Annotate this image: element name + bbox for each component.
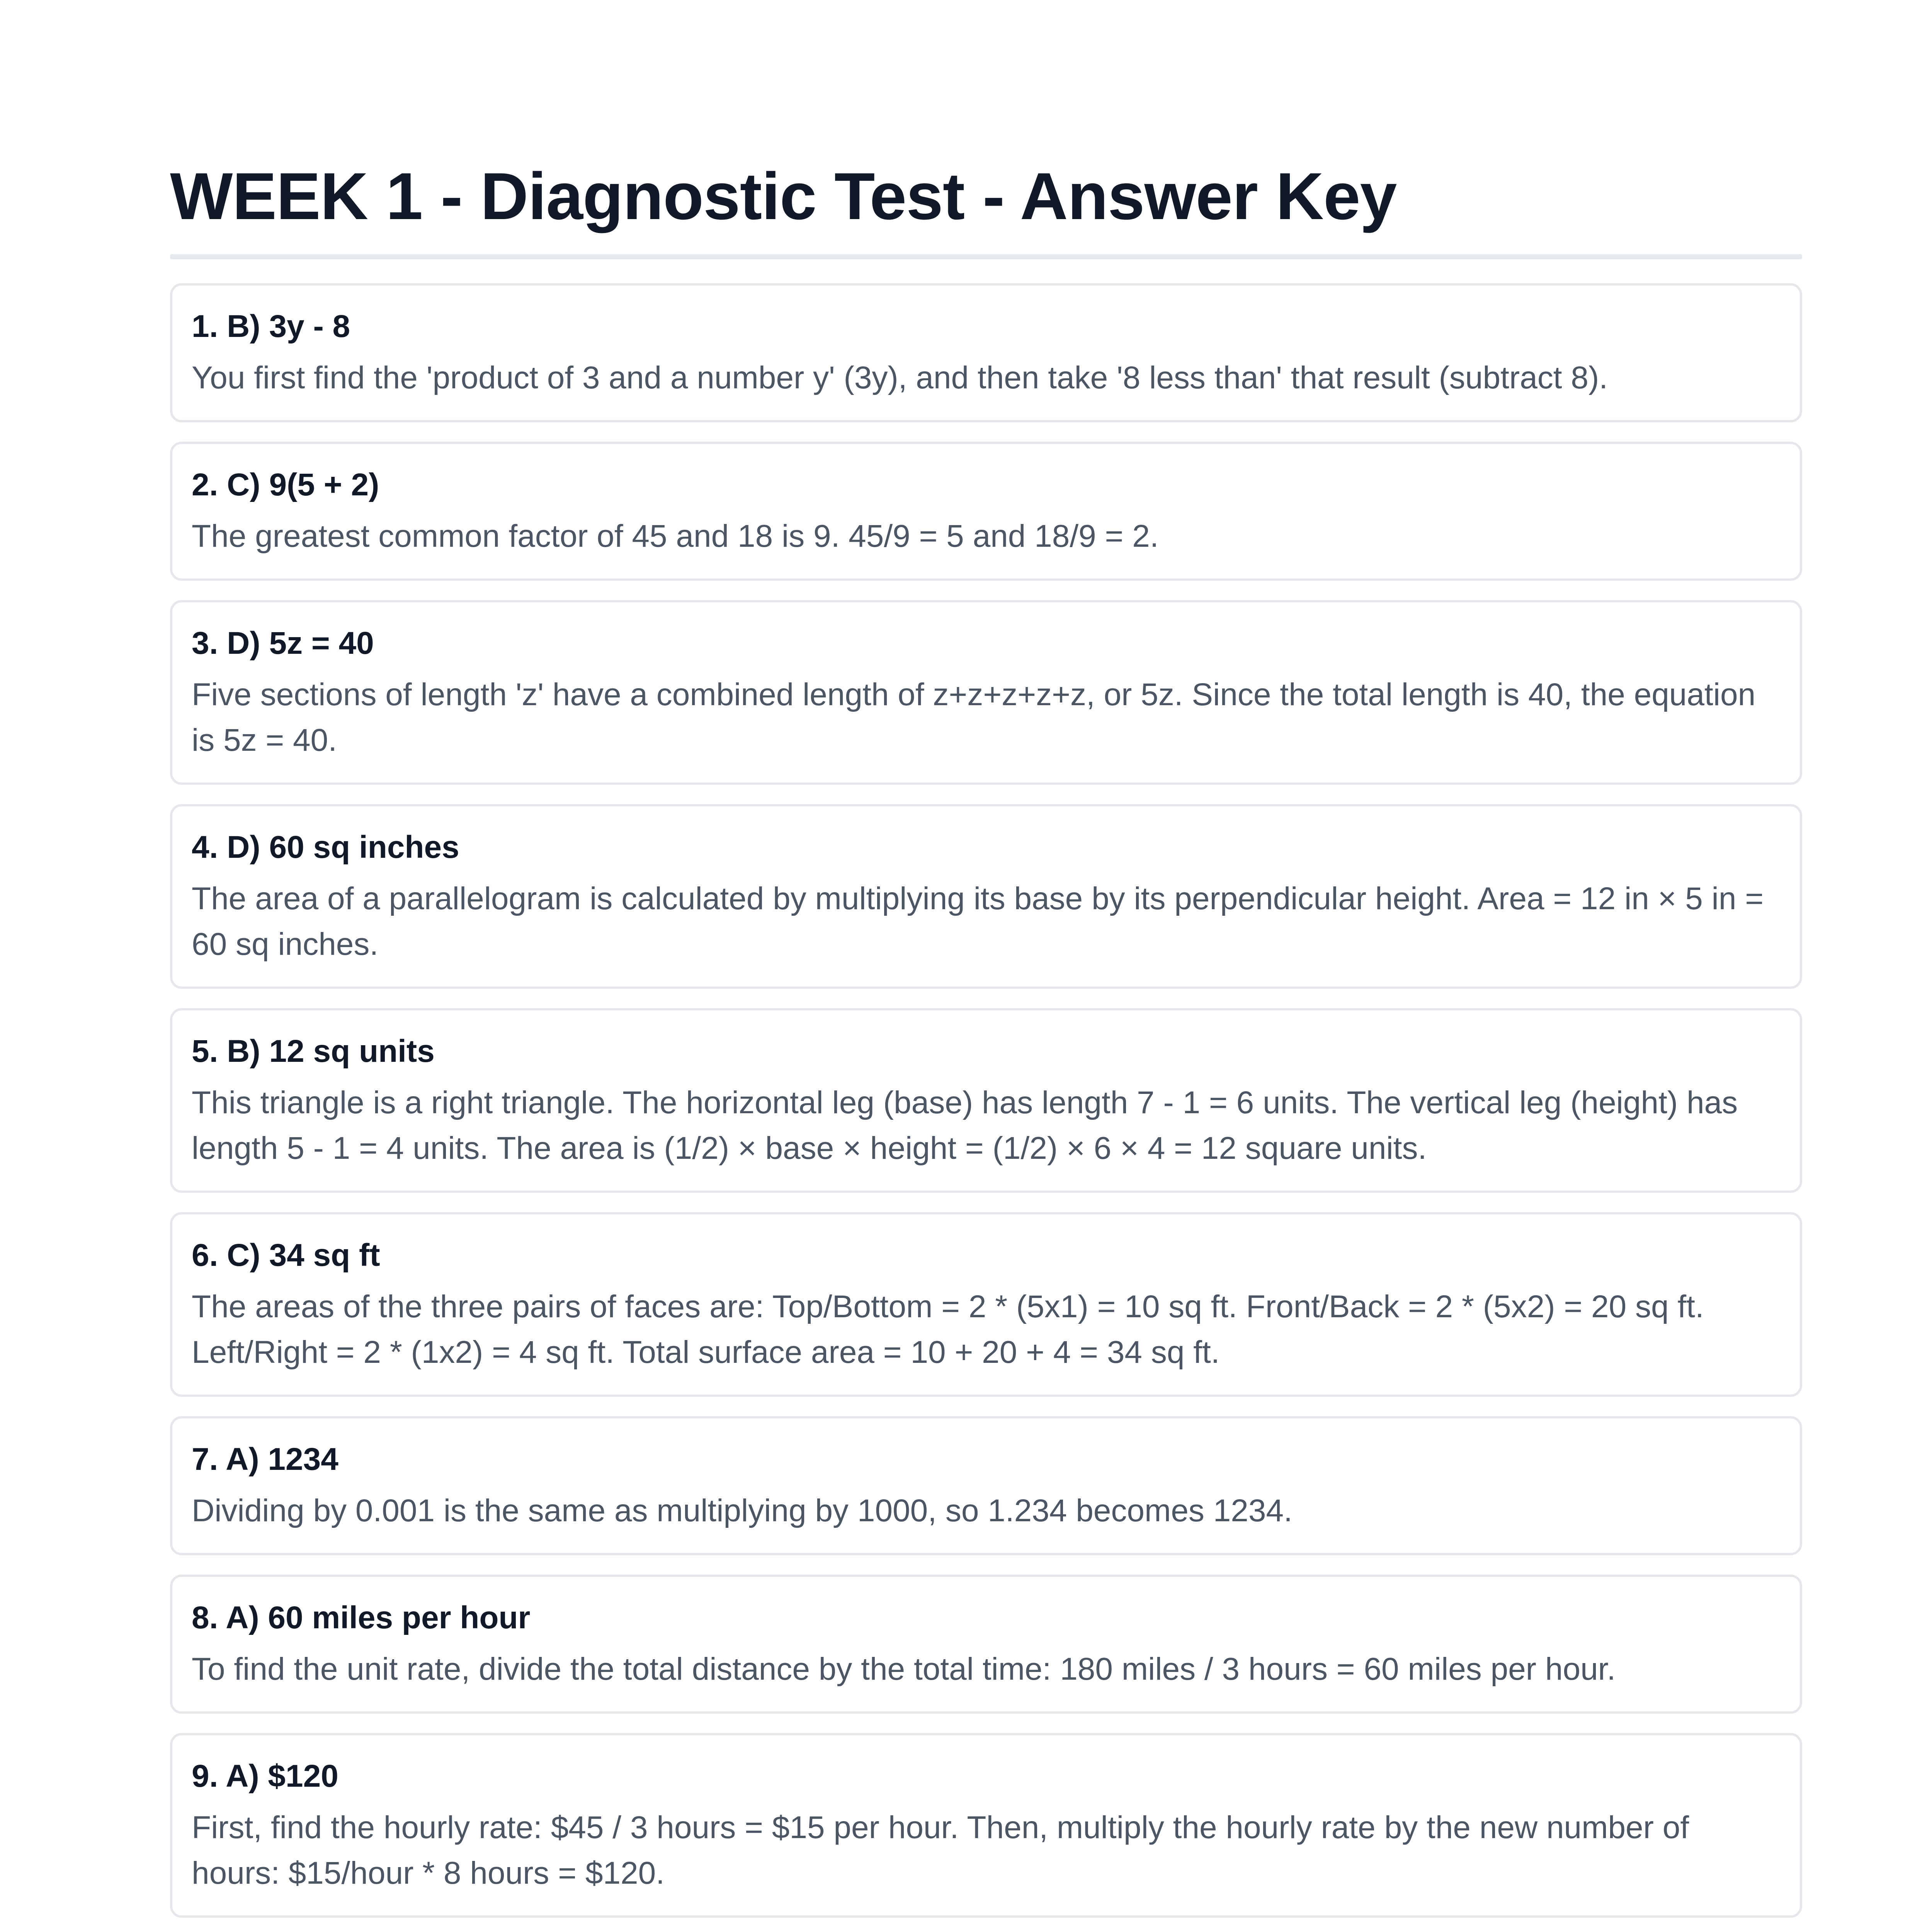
answer-heading: 3. D) 5z = 40 bbox=[192, 626, 374, 661]
answer-key-page bbox=[170, 0, 1802, 1932]
answer-heading: 4. D) 60 sq inches bbox=[192, 830, 459, 865]
answer-heading: 5. B) 12 sq units bbox=[192, 1034, 435, 1069]
answer-explanation: The area of a parallelogram is calculated by multiplying its base by its perpendicular height. Area = 12 in × 5 in = 60 sq inches. bbox=[192, 881, 1764, 962]
page-title: WEEK 1 - Diagnostic Test - Answer Key bbox=[170, 159, 1397, 233]
answer-card-2 bbox=[170, 442, 1802, 581]
answer-card-5 bbox=[170, 1008, 1802, 1193]
answer-explanation: Dividing by 0.001 is the same as multiplying by 1000, so 1.234 becomes 1234. bbox=[192, 1493, 1293, 1528]
answer-explanation: This triangle is a right triangle. The horizontal leg (base) has length 7 - 1 = 6 units. The vertical leg (height) has length 5 - 1 = 4 units. The area is (1/2) × base × height = (1/2) × 6 × 4 = 12 square units. bbox=[192, 1085, 1738, 1166]
answer-heading: 9. A) $120 bbox=[192, 1759, 338, 1794]
answer-card-7 bbox=[170, 1416, 1802, 1555]
answer-heading: 1. B) 3y - 8 bbox=[192, 309, 350, 344]
answer-heading: 6. C) 34 sq ft bbox=[192, 1238, 380, 1273]
answer-card-8 bbox=[170, 1575, 1802, 1714]
answer-card-4 bbox=[170, 804, 1802, 989]
answer-explanation: You first find the 'product of 3 and a number y' (3y), and then take '8 less than' that result (subtract 8). bbox=[192, 360, 1608, 395]
answer-explanation: The areas of the three pairs of faces are: Top/Bottom = 2 * (5x1) = 10 sq ft. Front/Back = 2 * (5x2) = 20 sq ft. Left/Right = 2 * (1x2) = 4 sq ft. Total surface area = 10 + 20 + 4 = 34 sq ft. bbox=[192, 1289, 1704, 1370]
answer-card-9 bbox=[170, 1733, 1802, 1918]
answer-explanation: The greatest common factor of 45 and 18 is 9. 45/9 = 5 and 18/9 = 2. bbox=[192, 519, 1159, 554]
answer-heading: 8. A) 60 miles per hour bbox=[192, 1600, 531, 1635]
answer-card-1 bbox=[170, 283, 1802, 422]
answer-explanation: Five sections of length 'z' have a combined length of z+z+z+z+z, or 5z. Since the total length is 40, the equation is 5z = 40. bbox=[192, 677, 1756, 758]
title-divider bbox=[170, 254, 1802, 259]
answer-heading: 7. A) 1234 bbox=[192, 1442, 338, 1477]
answer-card-6 bbox=[170, 1212, 1802, 1397]
answer-card-3 bbox=[170, 600, 1802, 785]
answer-explanation: To find the unit rate, divide the total distance by the total time: 180 miles / 3 hours = 60 miles per hour. bbox=[192, 1651, 1616, 1687]
answer-heading: 2. C) 9(5 + 2) bbox=[192, 467, 379, 502]
answer-list bbox=[170, 283, 1802, 1932]
answer-explanation: First, find the hourly rate: $45 / 3 hours = $15 per hour. Then, multiply the hourly rate by the new number of hours: $15/hour * 8 hours = $120. bbox=[192, 1810, 1689, 1891]
